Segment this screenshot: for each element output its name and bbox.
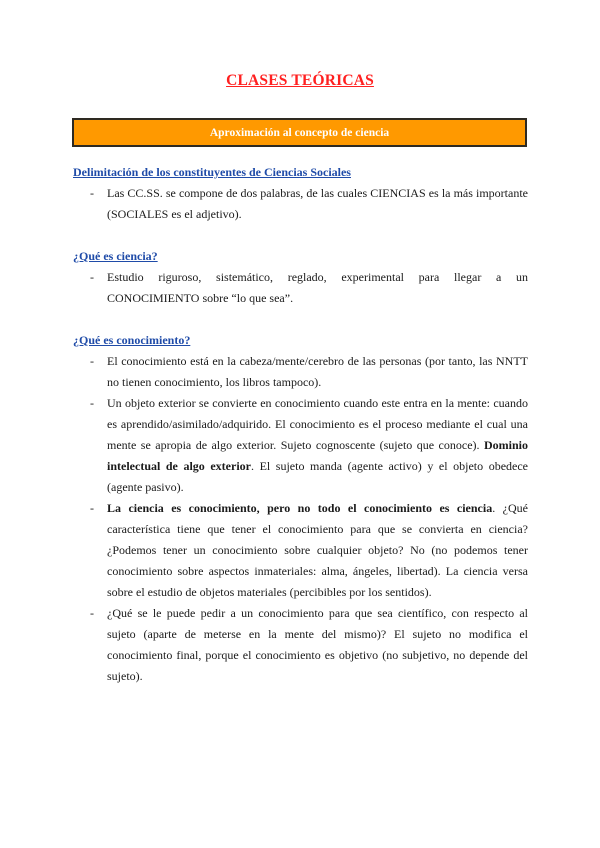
bullet-dash-icon: - xyxy=(90,606,94,620)
list-item xyxy=(73,498,528,603)
section-delimitacion xyxy=(73,162,528,225)
bullet-list xyxy=(73,267,528,309)
bullet-text-bold: La ciencia es conocimiento, pero no todo el conocimiento es ciencia xyxy=(107,501,493,515)
section-que-es-conocimiento xyxy=(73,330,528,687)
bullet-text: Las CC.SS. se compone de dos palabras, de las cuales CIENCIAS es la más importante (SOCIALES es el adjetivo). xyxy=(107,186,528,221)
list-item xyxy=(73,183,528,225)
bullet-dash-icon: - xyxy=(90,396,94,410)
bullet-list xyxy=(73,351,528,687)
bullet-text: El conocimiento está en la cabeza/mente/cerebro de las personas (por tanto, las NNTT no tienen conocimiento, los libros tampoco). xyxy=(107,354,528,389)
section-banner xyxy=(72,118,527,147)
list-item xyxy=(73,603,528,687)
bullet-text: . ¿Qué característica tiene que tener el conocimiento para que se convierta en ciencia? ¿Podemos tener un conocimiento sobre cualquier objeto? No (no podemos tener conocimiento sobre aspectos inmateriales: alma, ángeles, libertad). La ciencia versa sobre el estudio de objetos materiales (percibibles por los sentidos). xyxy=(107,501,528,599)
bullet-dash-icon: - xyxy=(90,186,94,200)
section-que-es-ciencia xyxy=(73,246,528,309)
bullet-text: . El sujeto manda (agente activo) y el objeto obedece (agente pasivo). xyxy=(107,459,528,494)
list-item xyxy=(73,351,528,393)
section-heading: ¿Qué es conocimiento? xyxy=(73,333,191,347)
list-item xyxy=(73,393,528,498)
page-title: CLASES TEÓRICAS xyxy=(226,72,374,89)
bullet-dash-icon: - xyxy=(90,270,94,284)
bullet-dash-icon: - xyxy=(90,354,94,368)
bullet-list xyxy=(73,183,528,225)
banner-text: Aproximación al concepto de ciencia xyxy=(209,126,390,139)
section-heading: ¿Qué es ciencia? xyxy=(73,249,158,263)
bullet-text-bold: Dominio intelectual de algo exterior xyxy=(107,438,528,473)
bullet-dash-icon: - xyxy=(90,501,94,515)
section-heading: Delimitación de los constituyentes de Ciencias Sociales xyxy=(73,165,351,179)
bullet-text: ¿Qué se le puede pedir a un conocimiento para que sea científico, con respecto al sujeto (aparte de meterse en la mente del mismo)? El sujeto no modifica el conocimiento final, porque el conocimiento es objetivo (no subjetivo, no depende del sujeto). xyxy=(107,606,528,683)
bullet-text-pre: Un objeto exterior se convierte en conocimiento cuando este entra en la mente: cuando es aprendido/asimilado/adquirido. El conocimiento es el proceso mediante el cual una mente se apropia de algo exterior. Sujeto cognoscente (sujeto que conoce). xyxy=(107,396,528,452)
list-item xyxy=(73,267,528,309)
bullet-text: Estudio riguroso, sistemático, reglado, experimental para llegar a un CONOCIMIENTO sobre “lo que sea”. xyxy=(107,270,528,305)
